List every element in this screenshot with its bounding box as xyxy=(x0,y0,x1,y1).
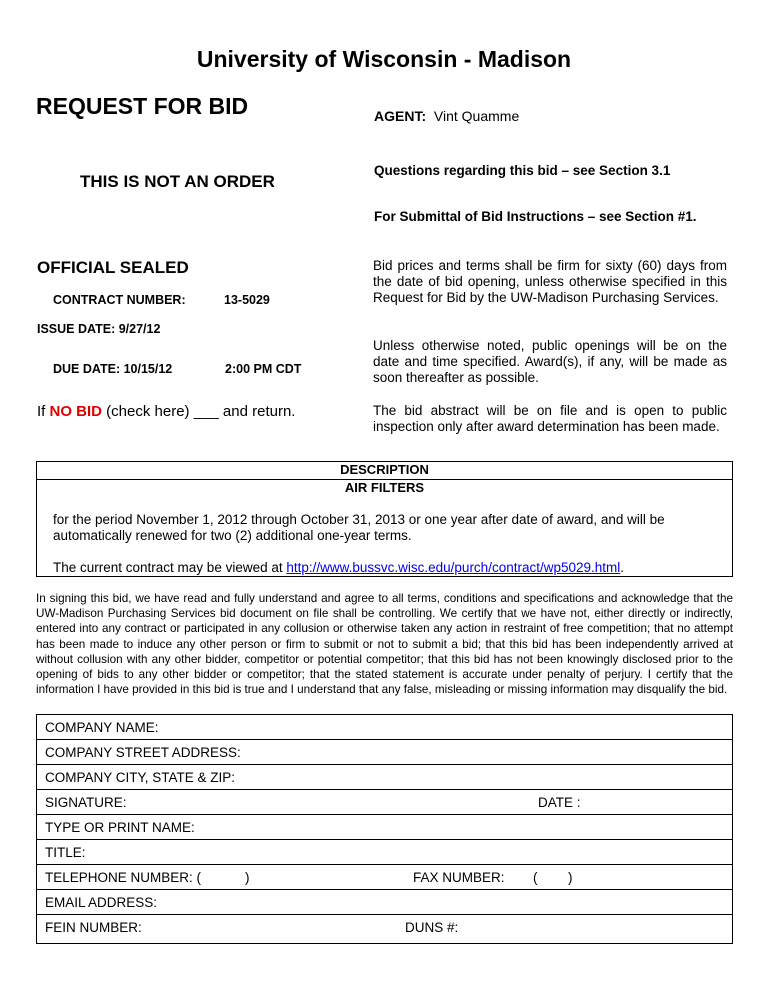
signature-label: SIGNATURE: xyxy=(45,795,127,810)
fein-label: FEIN NUMBER: xyxy=(45,920,142,935)
no-bid-line xyxy=(37,403,295,420)
certification-statement: In signing this bid, we have read and fully understand and agree to all terms, conditions and specifications and acknowledge that the UW-Madison Purchasing Services bid document on file shall be controlling. We certify that we have not, either directly or indirectly, entered into any contract or participated in any collusion or otherwise taken any action in restraint of free competition; that no attempt has been made to induce any other person or firm to submit or not to submit a bid; that this bid has been independently arrived at without collusion with any other bidder, competitor or potential competitor; that this bid has not been knowingly disclosed prior to the opening of bids to any other bidder or competitor; that the stated statement is accurate under penalty of perjury. I certify that the information I have provided in this bid is true and I understand that any false, misleading or missing information may disqualify the bid. xyxy=(36,592,733,697)
date-label: DATE : xyxy=(538,795,581,810)
company-name-row[interactable] xyxy=(37,715,732,740)
bidder-info-form xyxy=(36,714,733,944)
title-label: TITLE: xyxy=(45,845,86,860)
fein-duns-row[interactable] xyxy=(37,915,732,943)
university-name: University of Wisconsin - Madison xyxy=(196,46,572,72)
contract-number-value: 13-5029 xyxy=(224,293,270,307)
signature-row[interactable] xyxy=(37,790,732,815)
contract-number-label: CONTRACT NUMBER: xyxy=(53,293,186,307)
agent-line xyxy=(374,108,519,124)
city-state-zip-label: COMPANY CITY, STATE & ZIP: xyxy=(45,770,236,785)
duns-label: DUNS #: xyxy=(405,920,459,935)
agent-label: AGENT: xyxy=(374,108,427,124)
city-state-zip-row[interactable] xyxy=(37,765,732,790)
document-title: REQUEST FOR BID xyxy=(36,93,249,119)
bid-abstract-paragraph: The bid abstract will be on file and is open to public inspection only after award determination has been made. xyxy=(373,403,727,434)
print-name-row[interactable] xyxy=(37,815,732,840)
fax-label: FAX NUMBER: xyxy=(413,870,505,885)
due-time: 2:00 PM CDT xyxy=(225,362,302,376)
firm-prices-paragraph: Bid prices and terms shall be firm for sixty (60) days from the date of bid opening, unless otherwise specified in this Request for Bid by the UW-Madison Purchasing Services. xyxy=(373,258,727,305)
contract-link[interactable]: http://www.bussvc.wisc.edu/purch/contract/wp5029.html xyxy=(286,560,621,575)
not-order-notice: THIS IS NOT AN ORDER xyxy=(80,172,275,191)
telephone-label: TELEPHONE NUMBER: ( xyxy=(45,870,202,885)
description-item: AIR FILTERS xyxy=(344,480,425,495)
contract-suffix: . xyxy=(620,560,625,575)
email-label: EMAIL ADDRESS: xyxy=(45,895,158,910)
questions-note: Questions regarding this bid – see Section 3.1 xyxy=(374,163,671,178)
title-row[interactable] xyxy=(37,840,732,865)
contract-prefix: The current contract may be viewed at xyxy=(53,560,287,575)
official-sealed-heading: OFFICIAL SEALED xyxy=(37,258,189,277)
due-date: DUE DATE: 10/15/12 xyxy=(53,362,173,376)
issue-date: ISSUE DATE: 9/27/12 xyxy=(37,322,161,336)
telephone-paren-close: ) xyxy=(245,870,250,885)
agent-name: Vint Quamme xyxy=(433,108,520,124)
street-address-label: COMPANY STREET ADDRESS: xyxy=(45,745,241,760)
fax-paren-close: ) xyxy=(568,870,573,885)
no-bid-suffix: (check here) ___ and return. xyxy=(102,403,296,420)
fax-paren-open: ( xyxy=(533,870,538,885)
description-period: for the period November 1, 2012 through October 31, 2013 or one year after date of award, and will be automatically renewed for two (2) additional one-year terms. xyxy=(53,512,665,543)
no-bid-prefix: If xyxy=(37,403,50,420)
no-bid-highlight: NO BID xyxy=(49,403,103,420)
telephone-fax-row[interactable] xyxy=(37,865,732,890)
description-label: DESCRIPTION xyxy=(340,462,429,477)
description-heading xyxy=(36,462,733,478)
company-name-label: COMPANY NAME: xyxy=(45,720,159,735)
street-address-row[interactable] xyxy=(37,740,732,765)
public-openings-paragraph: Unless otherwise noted, public openings will be on the date and time specified. Award(s), if any, will be made as soon thereafter as possible. xyxy=(373,338,727,385)
current-contract-line xyxy=(53,560,723,575)
email-row[interactable] xyxy=(37,890,732,915)
print-name-label: TYPE OR PRINT NAME: xyxy=(45,820,195,835)
submittal-note: For Submittal of Bid Instructions – see Section #1. xyxy=(374,209,697,224)
